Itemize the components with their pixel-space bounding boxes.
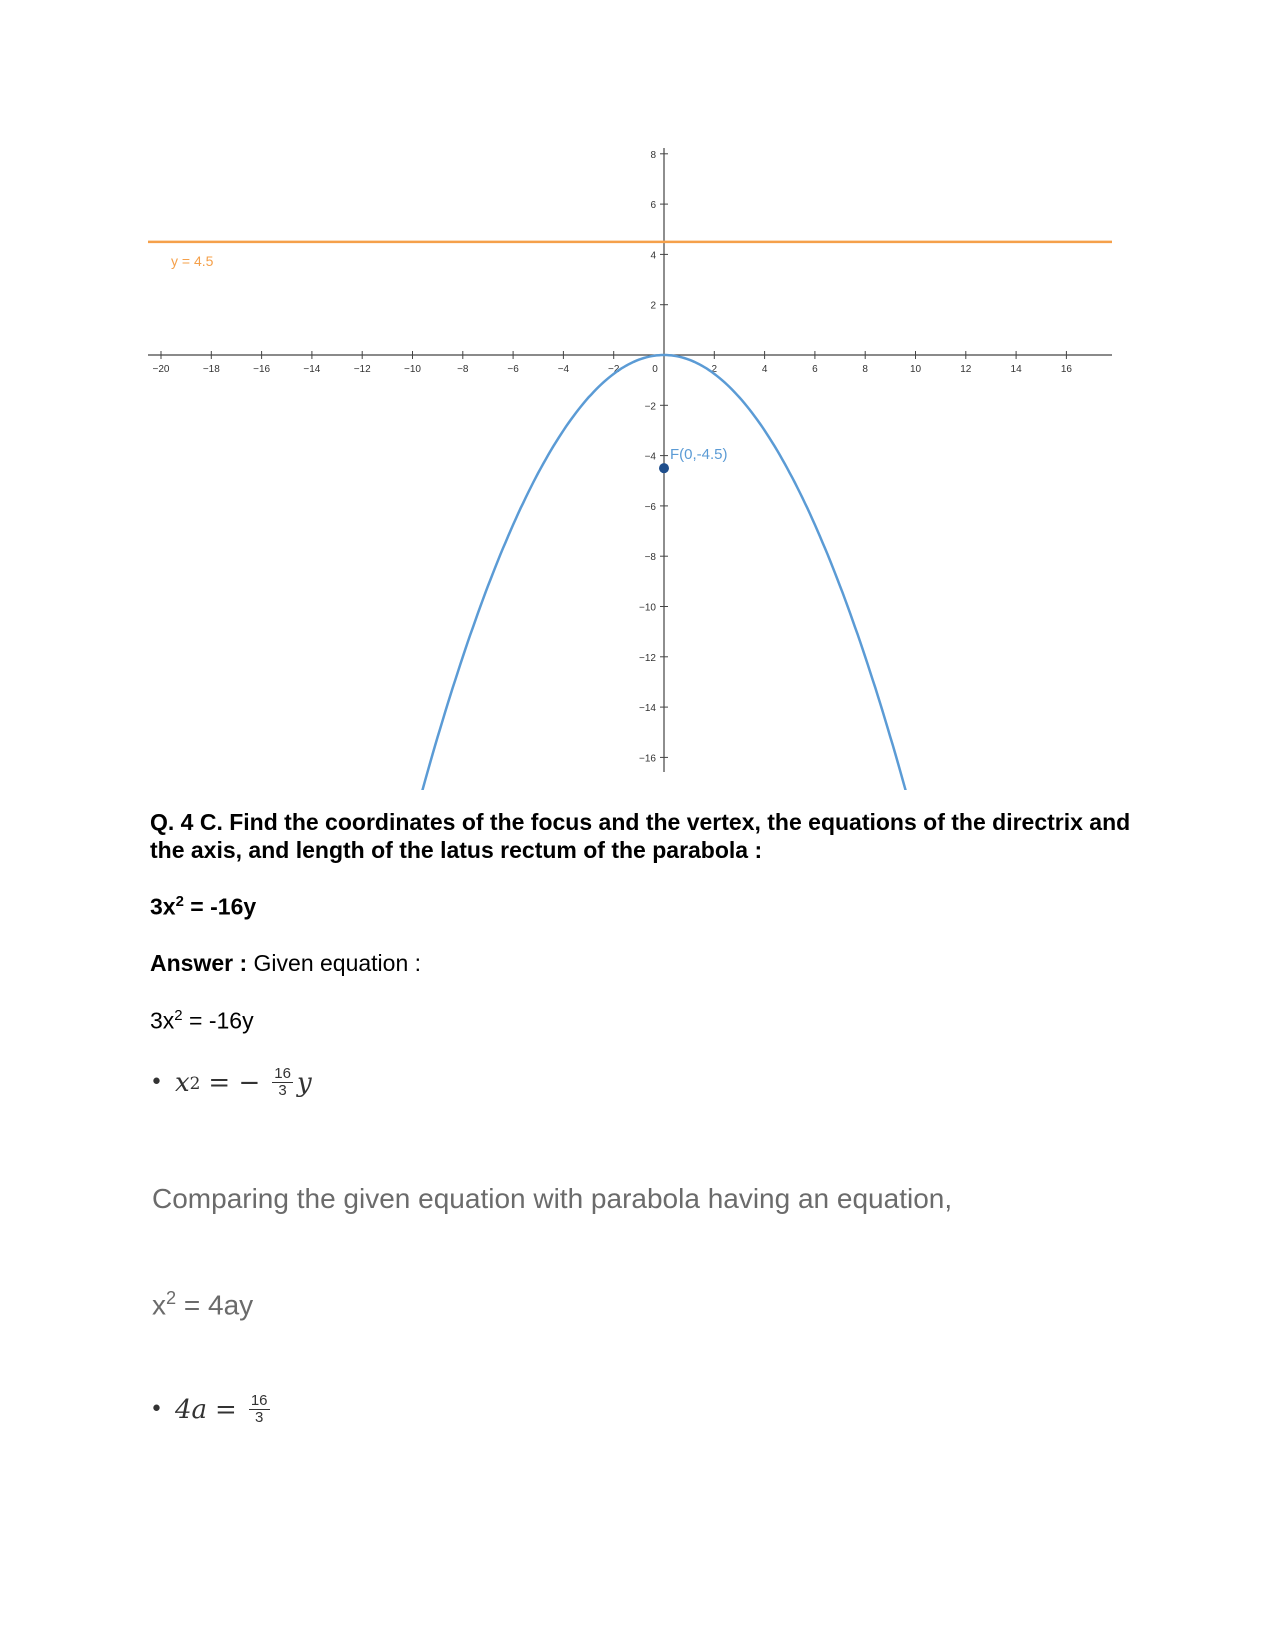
x-tick-label: 12	[960, 364, 972, 375]
x-tick-label: −16	[253, 364, 271, 375]
comparison-text: Comparing the given equation with parabola having an equation,	[152, 1183, 953, 1214]
x-tick-label: 16	[1060, 364, 1072, 375]
y-tick-label: −6	[644, 501, 656, 513]
answer-intro: Given equation :	[247, 950, 422, 976]
step1-equation	[150, 1066, 312, 1099]
given-equation	[150, 1007, 254, 1035]
bullet-dot: •	[150, 1397, 163, 1422]
parabola-graph	[0, 0, 1275, 790]
x-tick-label: −14	[303, 364, 321, 375]
step1-var: y	[296, 1067, 312, 1098]
y-tick-label: 2	[650, 300, 656, 312]
std-base: x	[152, 1289, 166, 1321]
focus-point	[659, 463, 669, 473]
x-tick-label: −8	[457, 364, 469, 375]
std-exp: 2	[166, 1288, 177, 1308]
x-tick-label: −10	[404, 364, 421, 375]
x-tick-label: 14	[1010, 364, 1022, 375]
focus-label: F(0,-4.5)	[670, 446, 728, 464]
y-tick-label: 6	[650, 200, 656, 212]
x-tick-label: −6	[507, 364, 519, 375]
step1-lhs: x	[174, 1067, 190, 1098]
step2-num: 16	[250, 1392, 268, 1409]
step1-den: 3	[278, 1082, 287, 1099]
question-equation	[150, 893, 256, 921]
x-tick-label: −20	[152, 364, 170, 375]
eq-rest: = -16y	[183, 893, 257, 920]
x-tick-label: −18	[202, 364, 220, 375]
y-tick-label: 4	[650, 250, 656, 262]
y-tick-label: 8	[650, 149, 656, 161]
x-tick-label: 4	[761, 364, 768, 375]
directrix-label: y = 4.5	[171, 252, 214, 269]
y-tick-label: −10	[639, 602, 656, 614]
step1-num: 16	[274, 1065, 291, 1082]
y-tick-label: −16	[639, 753, 656, 765]
x-tick-label: −4	[557, 364, 570, 375]
y-tick-label: −8	[644, 552, 656, 564]
eq-base: 3x	[150, 893, 176, 920]
x-tick-label: 2	[711, 364, 718, 375]
step2-lhs: 4a	[174, 1394, 208, 1425]
step1-fraction	[272, 1066, 293, 1099]
y-tick-label: −2	[644, 401, 656, 413]
step2-den: 3	[255, 1409, 264, 1426]
step2-op: =	[215, 1394, 237, 1425]
step1-exp: 2	[189, 1072, 201, 1093]
step2-fraction	[249, 1393, 270, 1426]
x-tick-label: 8	[862, 364, 868, 375]
step1-op: = −	[208, 1067, 261, 1098]
eq-exp: 2	[175, 893, 184, 910]
given-eq-exp: 2	[174, 1007, 183, 1024]
standard-form	[152, 1288, 253, 1321]
answer-line	[150, 950, 421, 977]
x-tick-label: −12	[353, 364, 371, 375]
x-tick-label: 0	[652, 364, 658, 375]
given-eq-rest: = -16y	[182, 1007, 254, 1034]
parabola-curve	[221, 355, 1096, 790]
x-tick-label: 6	[812, 364, 818, 375]
x-tick-label: 10	[909, 364, 922, 375]
answer-label: Answer :	[150, 950, 248, 976]
bullet-dot: •	[150, 1070, 163, 1095]
y-tick-label: −12	[639, 652, 656, 664]
y-tick-label: −14	[639, 703, 656, 715]
step2-equation	[150, 1393, 274, 1426]
x-tick-label: −2	[607, 364, 620, 375]
question-text: Q. 4 C. Find the coordinates of the focus and the vertex, the equations of the directrix and the axis, and length of the latus rectum of the parabola :	[150, 809, 1131, 863]
std-rest: = 4ay	[176, 1289, 254, 1321]
y-tick-label: −4	[644, 451, 656, 463]
given-eq-base: 3x	[150, 1007, 175, 1034]
